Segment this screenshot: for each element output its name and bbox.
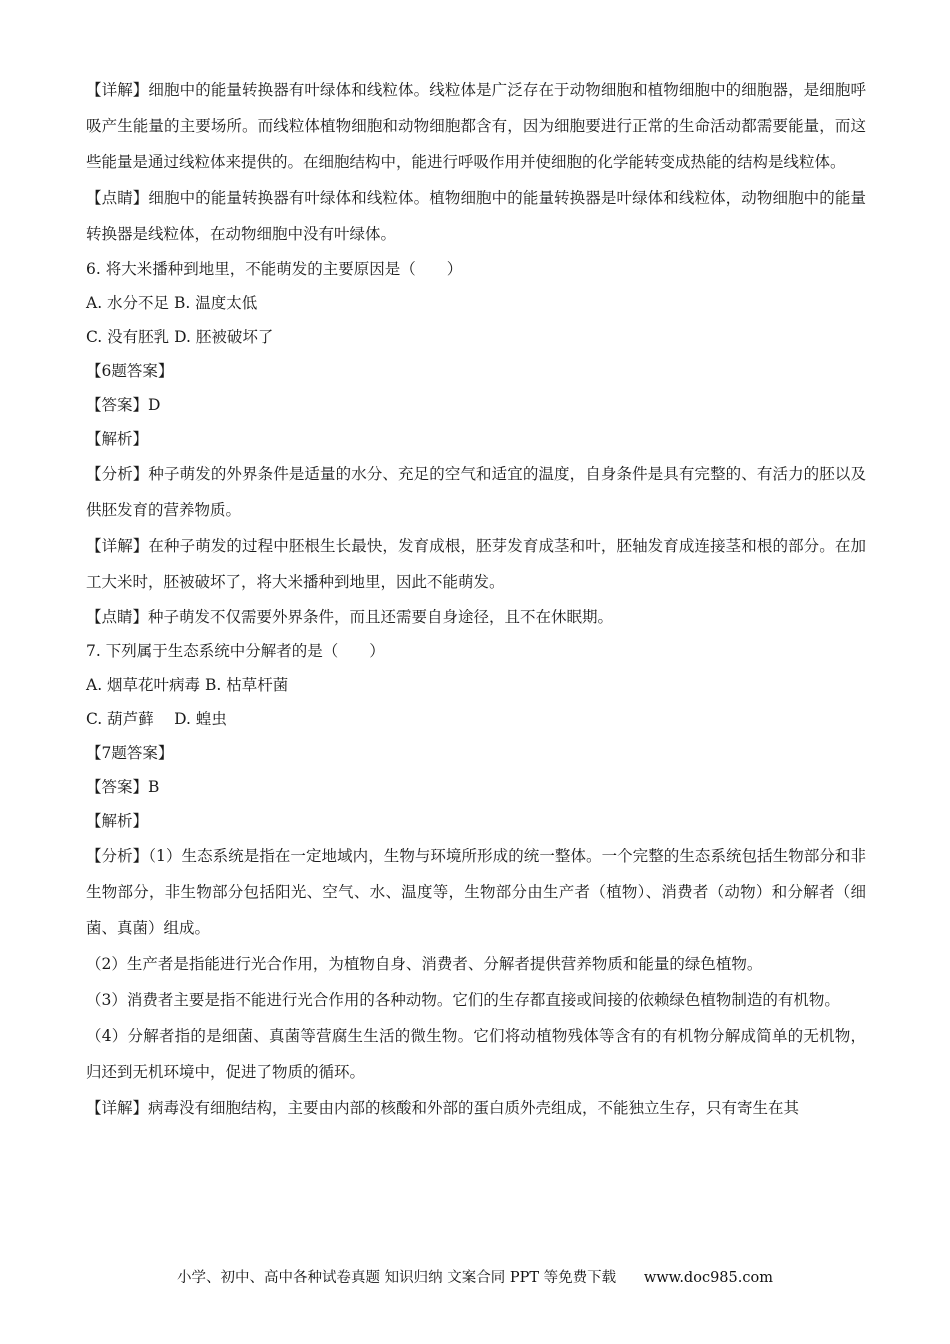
question-6-stem: 6. 将大米播种到地里，不能萌发的主要原因是（ ） [86, 260, 463, 278]
question-6-options-ab: A. 水分不足 B. 温度太低 [86, 294, 258, 312]
question-7-analysis-3: （3）消费者主要是指不能进行光合作用的各种动物。它们的生存都直接或间接的依赖绿色植物制造的有机物。 [86, 991, 840, 1009]
page-footer [0, 1266, 950, 1287]
question-6-highlight: 【点睛】种子萌发不仅需要外界条件，而且还需要自身途径，且不在休眠期。 [86, 608, 614, 626]
paragraph-detail-energy: 【详解】细胞中的能量转换器有叶绿体和线粒体。线粒体是广泛存在于动物细胞和植物细胞中的细胞器，是细胞呼吸产生能量的主要场所。而线粒体植物细胞和动物细胞都含有，因为细胞要进行正常的生命活动都需要能量，而这些能量是通过线粒体来提供的。在细胞结构中，能进行呼吸作用并使细胞的化学能转变成热能的结构是线粒体。 [86, 81, 866, 171]
footer-text: 小学、初中、高中各种试卷真题 知识归纳 文案合同 PPT 等免费下载 [177, 1270, 617, 1286]
document-body [86, 72, 866, 1126]
question-7-stem: 7. 下列属于生态系统中分解者的是（ ） [86, 642, 385, 660]
footer-link[interactable]: www.doc985.com [643, 1270, 773, 1286]
question-6-options-cd: C. 没有胚乳 D. 胚被破坏了 [86, 328, 274, 346]
question-7-analysis-2: （2）生产者是指能进行光合作用，为植物自身、消费者、分解者提供营养物质和能量的绿色植物。 [86, 955, 763, 973]
question-7-analysis-4: （4）分解者指的是细菌、真菌等营腐生生活的微生物。它们将动植物残体等含有的有机物分解成简单的无机物，归还到无机环境中，促进了物质的循环。 [86, 1027, 866, 1081]
question-7-answer: 【答案】B [86, 778, 160, 796]
question-6-analysis: 【分析】种子萌发的外界条件是适量的水分、充足的空气和适宜的温度，自身条件是具有完整的、有活力的胚以及供胚发育的营养物质。 [86, 465, 866, 519]
question-7-answer-heading: 【7题答案】 [86, 744, 174, 762]
question-7-detail: 【详解】病毒没有细胞结构，主要由内部的核酸和外部的蛋白质外壳组成，不能独立生存，只有寄生在其 [86, 1099, 800, 1117]
question-7-options-ab: A. 烟草花叶病毒 B. 枯草杆菌 [86, 676, 289, 694]
question-6-answer-heading: 【6题答案】 [86, 362, 174, 380]
question-6-detail: 【详解】在种子萌发的过程中胚根生长最快，发育成根，胚芽发育成茎和叶，胚轴发育成连接茎和根的部分。在加工大米时，胚被破坏了，将大米播种到地里，因此不能萌发。 [86, 537, 866, 591]
question-6-answer: 【答案】D [86, 396, 161, 414]
question-7-options-cd: C. 葫芦藓 D. 蝗虫 [86, 710, 227, 728]
question-7-analysis-1: 【分析】（1）生态系统是指在一定地域内，生物与环境所形成的统一整体。一个完整的生态系统包括生物部分和非生物部分，非生物部分包括阳光、空气、水、温度等，生物部分由生产者（植物）、消费者（动物）和分解者（细菌、真菌）组成。 [86, 847, 866, 937]
paragraph-highlight-energy: 【点睛】细胞中的能量转换器有叶绿体和线粒体。植物细胞中的能量转换器是叶绿体和线粒体，动物细胞中的能量转换器是线粒体，在动物细胞中没有叶绿体。 [86, 189, 866, 243]
question-6-analysis-heading: 【解析】 [86, 430, 149, 448]
question-7-analysis-heading: 【解析】 [86, 812, 149, 830]
